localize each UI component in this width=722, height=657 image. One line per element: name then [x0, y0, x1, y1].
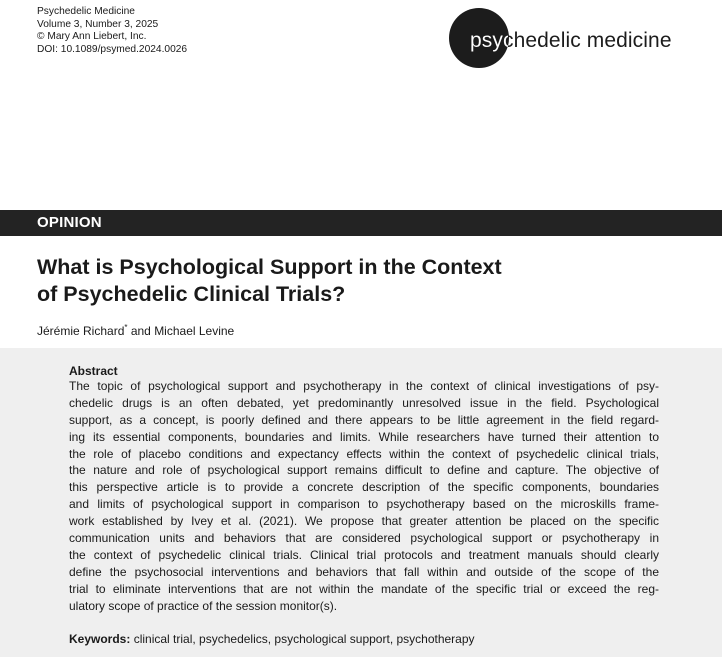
abstract-line: support, as a concept, is poorly defined and there appears to be little agreement in the field regard- — [69, 412, 659, 427]
abstract-heading: Abstract — [69, 364, 118, 378]
copyright-notice: © Mary Ann Liebert, Inc. — [37, 31, 147, 43]
abstract-line: The topic of psychological support and psychotherapy in the context of clinical investigations of psy- — [69, 379, 659, 393]
logo-text: psychedelic medicine — [470, 29, 672, 52]
journal-metadata — [37, 6, 187, 56]
keywords-list: clinical trial, psychedelics, psychological support, psychotherapy — [130, 632, 475, 646]
article-title — [37, 254, 637, 308]
abstract-line: ing its essential components, boundaries and limits. While researchers have turned their attention to — [69, 429, 659, 444]
abstract-line: define the psychosocial interventions and behaviors that fall within and outside of the scope of the — [69, 564, 659, 579]
volume-issue: Volume 3, Number 3, 2025 — [37, 18, 159, 30]
abstract-line: chedelic drugs is an often debated, yet predominantly unresolved issue in the field. Psychological — [69, 395, 659, 410]
abstract-line: this perspective article is to provide a concrete description of the specific components, boundaries — [69, 480, 659, 495]
journal-logo — [449, 8, 709, 68]
abstract-line: communication units and behaviors that are considered psychological support or psychotherapy in — [69, 531, 659, 546]
author-list — [37, 320, 234, 339]
title-line: of Psychedelic Clinical Trials? — [37, 282, 346, 306]
section-label: OPINION — [37, 214, 102, 231]
abstract-line: ulatory scope of practice of the session monitor(s). — [69, 598, 338, 613]
abstract-line: work established by Ivey et al. (2021). We propose that greater attention be placed on the specific — [69, 514, 659, 529]
abstract-line: the nature and role of psychological support remains difficult to define and capture. The objective of — [69, 463, 659, 478]
author-name: Jérémie Richard — [37, 324, 125, 338]
abstract-line: and limits of psychological support in comparison to psychotherapy based on the microskills frame- — [69, 497, 659, 512]
abstract-text — [69, 378, 659, 614]
abstract-section — [0, 348, 722, 657]
abstract-line: the role of placebo conditions and expectancy effects within the context of psychedelic clinical trials, — [69, 446, 659, 461]
journal-name: Psychedelic Medicine — [37, 6, 135, 17]
keywords — [69, 631, 475, 647]
author-marker: * — [124, 323, 128, 332]
doi: DOI: 10.1089/psymed.2024.0026 — [37, 43, 188, 55]
section-banner — [0, 210, 722, 236]
abstract-line: the context of psychedelic clinical trials. Clinical trial protocols and treatment manuals should clearly — [69, 547, 659, 562]
title-line: What is Psychological Support in the Context — [37, 255, 502, 279]
author-name: and Michael Levine — [127, 324, 235, 338]
keywords-label: Keywords: — [69, 632, 131, 646]
abstract-line: trial to eliminate interventions that are not within the mandate of the specific trial or exceed the reg- — [69, 581, 659, 596]
